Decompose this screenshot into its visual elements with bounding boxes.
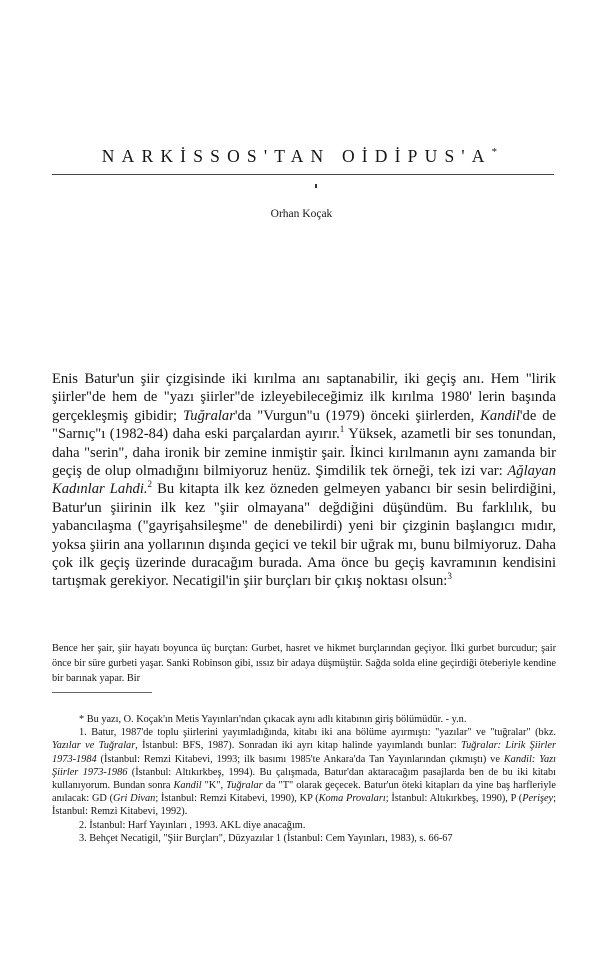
footnote-text-run: Batur, 1987'de toplu şiirlerini yayımladığında, kitabı iki ana bölüme ayırmıştı: "yazılar" ve "tuğralar" (bkz. [86, 727, 556, 739]
footnote-rule [52, 692, 152, 693]
body-text-run: Enis Batur'un şiir çizgisinde iki kırılma anı saptanabilir, iki geçiş anı. Hem "lirik şiirler"de hem de "yazı şiirler"de izleyebileceğimiz ilk kırılma 1980' lerin başında gerçekleşmiş gibidir; [52, 371, 556, 424]
footnote-text-run: , İstanbul: BFS, 1987). Sonradan iki ayrı kitap halinde yayımlandı bunlar: [135, 740, 461, 752]
block-quote [52, 641, 556, 687]
body-text-run: Yüksek, azametli bir ses tonundan, daha "serin", daha ironik bir zemine inmiştir şair. İkinci kırılmanın aynı zamanda bir geçiş de olup olmadığını bilmiyoruz henüz. Şimdilik tek örneği, tek izi var: [52, 426, 556, 480]
footnote-ref-1: 1 [339, 424, 345, 435]
footnote-star-mark: * [79, 714, 85, 725]
footnote-3: 3. Behçet Necatigil, "Şiir Burçları", Düzyazılar 1 (İstanbul: Cem Yayınları, 1983), s. 66-67 [79, 832, 453, 844]
footnote-1 [52, 726, 556, 818]
footnote-book-title: Koma Provaları [318, 793, 386, 805]
quote-text: Bence her şair, şiir hayatı boyunca üç burçtan: Gurbet, hasret ve hikmet burçlarından geçiyor. İlki gurbet burcudur; şair önce bir süre gurbeti yaşar. Sanki Robinson gibi, ıssız bir adaya düşmüştür. Sağda solda eline geçirdiği öteberiyle kendine bir barınak yapar. Bir [52, 643, 556, 685]
footnotes [52, 713, 556, 845]
ornament-mark [315, 184, 317, 188]
footnote-ref-2: 2 [147, 479, 153, 490]
body-text-run: Bu kitapta ilk kez özneden gelmeyen yabancı bir sesin belirdiğini, Batur'un şiirinin ilk kez "şiir olmayana" değdiğini düşündüm. Bu farklılık, bu yabancılaşma ("gayrişahsileşme" de denebilirdi) yeni bir çizginin başlangıcı mıdır, yoksa şiirin ana yollarının dışında geçici ve tekil bir uğrak mı, bunu bilmiyoruz. Daha çok ilk geçiş üzerinde duracağım burada. Ama önce bu geçiş kavramının kendisini tartışmak gerekiyor. Necatigil'in şiir burçları bir çıkış noktası olsun: [52, 481, 556, 590]
main-paragraph [52, 370, 556, 591]
footnote-book-title: Gri Divan [113, 793, 156, 805]
title-text: NARKİSSOS'TAN OİDİPUS'A [101, 146, 492, 166]
book-title-tugralar: Tuğralar [183, 407, 235, 424]
footnote-book-title: Tuğralar [226, 780, 263, 792]
footnote-number: 1. [79, 727, 87, 739]
footnote-book-title: Perişey [522, 793, 554, 805]
footnote-book-title: Tuğralar: Lirik Şiirler 1973-1984 [52, 740, 556, 765]
footnote-2: 2. İstanbul: Harf Yayınları , 1993. AKL diye anacağım. [79, 819, 306, 831]
author-name: Orhan Koçak [270, 208, 333, 220]
footnote-text-run: ; İstanbul: Altıkırkbeş, 1990), P ( [385, 793, 523, 805]
footnote-text-run: ; İstanbul: Remzi Kitabevi, 1990), KP ( [155, 793, 319, 805]
book-title-kandil: Kandil [480, 407, 520, 424]
footnote-star [52, 713, 556, 726]
footnote-book-title: Kandil [173, 780, 202, 792]
footnote-book-title: Yazılar ve Tuğralar [52, 740, 136, 752]
title-footnote-mark: * [491, 146, 505, 159]
footnote-text-run: (İstanbul: Remzi Kitabevi, 1993; ilk basımı 1985'te Ankara'da Tan Yayınlarından çıkmıştı) ve [96, 753, 504, 765]
footnote-text-run: "K", [201, 780, 227, 792]
footnote-text-run: ; İstanbul: Remzi Kitabevi, 1992). [52, 793, 556, 818]
title-rule [52, 174, 554, 175]
book-title-aglayan: Ağlayan Kadınlar Lahdi. [52, 463, 556, 498]
footnote-star-text: Bu yazı, O. Koçak'ın Metis Yayınları'ndan çıkacak aynı adlı kitabının giriş bölümüdür. - y.n. [84, 714, 467, 725]
footnote-text-run: (İstanbul: Altıkırkbeş, 1994). Bu çalışmada, Batur'dan aktaracağım pasajlarda ben de bu iki kitabı kullanıyorum. Bundan sonra [52, 766, 556, 792]
footnote-book-title: Kandil: Yazı Şiirler 1973-1986 [52, 753, 556, 778]
footnote-text-run: da "T" olarak geçecek. Batur'un öteki kitapları da yine baş harfleriyle anılacak: GD ( [52, 780, 556, 805]
body-text-run: 'da "Vurgun"u (1979) önceki şiirlerden, [234, 407, 481, 424]
body-text-run: 'de de "Sarnıç"ı (1982-84) daha eski parçalardan ayırır. [52, 407, 557, 443]
article-title [52, 146, 554, 167]
footnote-ref-3: 3 [447, 571, 452, 582]
